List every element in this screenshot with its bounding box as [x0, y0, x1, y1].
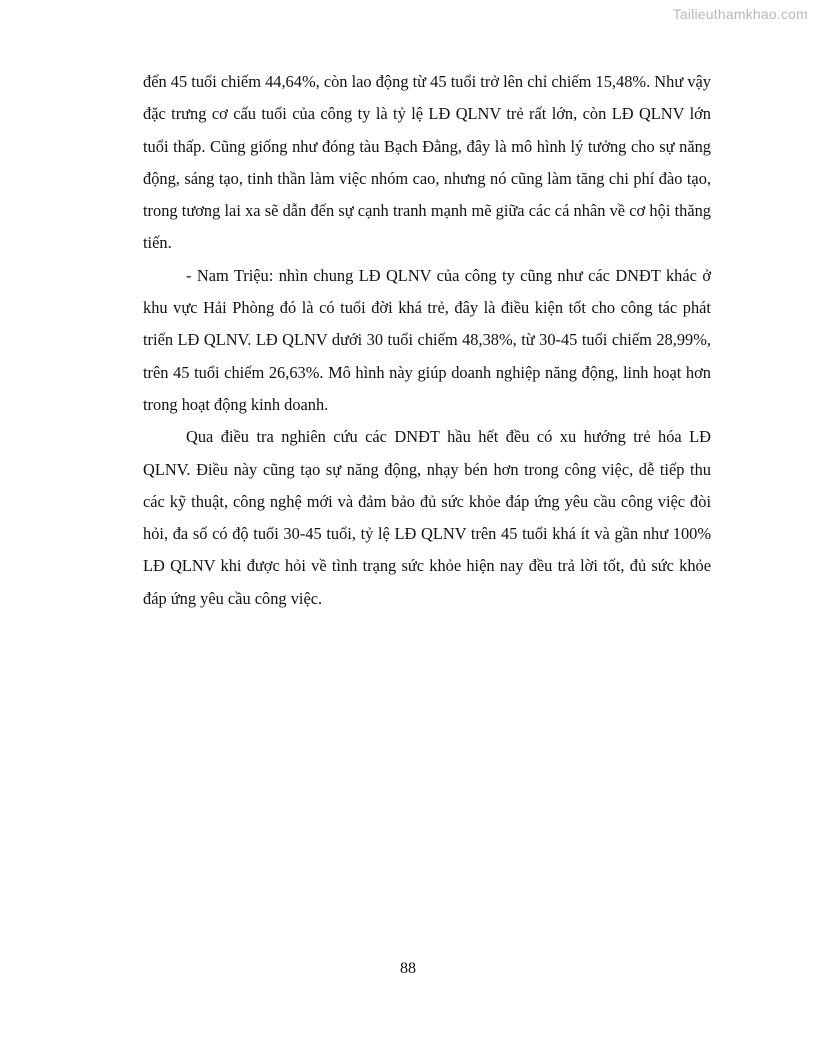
watermark-text: Tailieuthamkhao.com [672, 6, 808, 22]
paragraph-age-structure: đến 45 tuổi chiếm 44,64%, còn lao động từ 45 tuổi trở lên chỉ chiếm 15,48%. Như vậy đặc trưng cơ cấu tuổi của công ty là tỷ lệ LĐ QLNV trẻ rất lớn, còn LĐ QLNV lớn tuổi thấp. Cũng giống như đóng tàu Bạch Đằng, đây là mô hình lý tưởng cho sự năng động, sáng tạo, tinh thần làm việc nhóm cao, nhưng nó cũng làm tăng chi phí đào tạo, trong tương lai xa sẽ dẫn đến sự cạnh tranh mạnh mẽ giữa các cá nhân về cơ hội thăng tiến. [143, 72, 711, 253]
paragraph-nam-trieu: - Nam Triệu: nhìn chung LĐ QLNV của công ty cũng như các DNĐT khác ở khu vực Hải Phòng đó là có tuổi đời khá trẻ, đây là điều kiện tốt cho công tác phát triển LĐ QLNV. LĐ QLNV dưới 30 tuổi chiếm 48,38%, từ 30-45 tuổi chiếm 28,99%, trên 45 tuổi chiếm 26,63%. Mô hình này giúp doanh nghiệp năng động, linh hoạt hơn trong hoạt động kinh doanh. [143, 265, 711, 414]
document-body [143, 66, 711, 615]
page-number: 88 [400, 960, 416, 977]
paragraph-survey-conclusion: Qua điều tra nghiên cứu các DNĐT hầu hết đều có xu hướng trẻ hóa LĐ QLNV. Điều này cũng tạo sự năng động, nhạy bén hơn trong công việc, dễ tiếp thu các kỹ thuật, công nghệ mới và đảm bảo đủ sức khỏe đáp ứng yêu cầu công việc đòi hỏi, đa số có độ tuổi 30-45 tuổi, tỷ lệ LĐ QLNV trên 45 tuổi khá ít và gần như 100% LĐ QLNV khi được hỏi về tình trạng sức khỏe hiện nay đều trả lời tốt, đủ sức khỏe đáp ứng yêu cầu công việc. [143, 427, 711, 608]
